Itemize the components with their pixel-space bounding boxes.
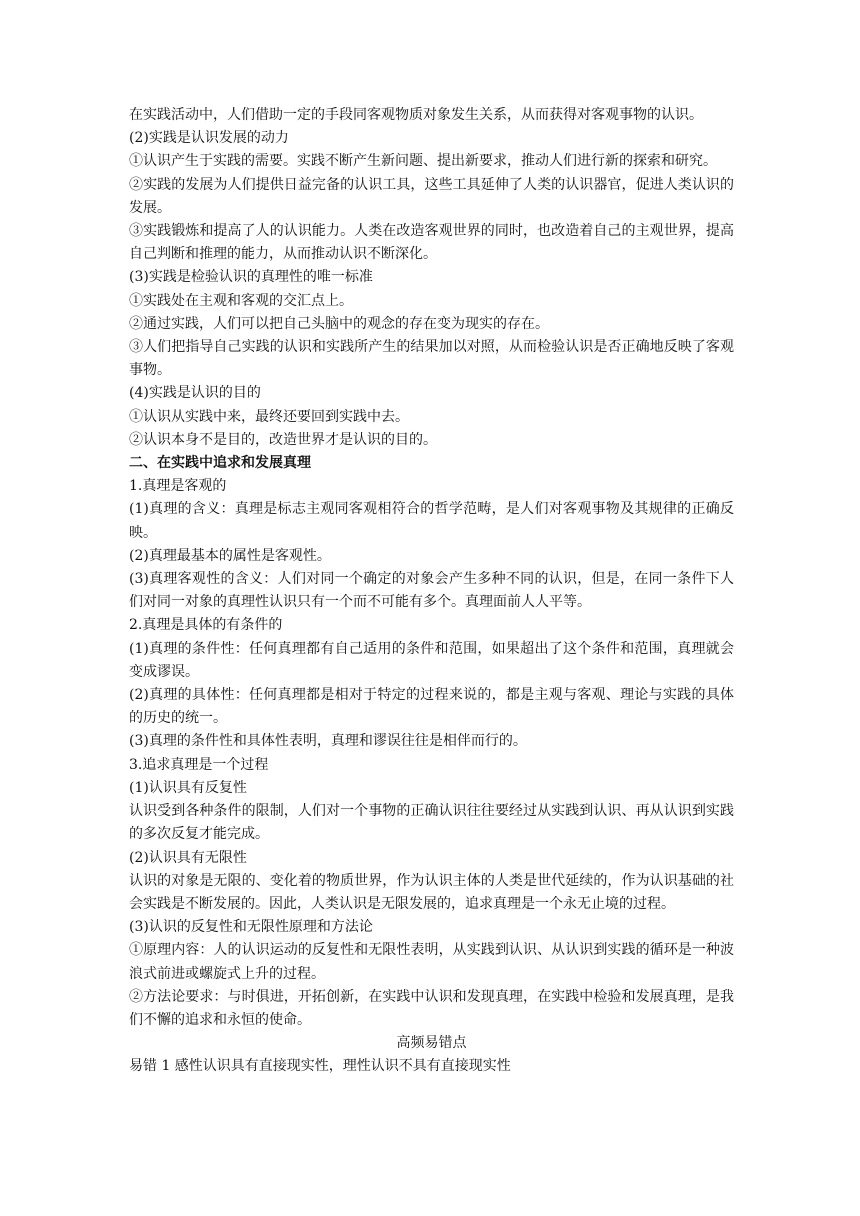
text-line: ①认识产生于实践的需要。实践不断产生新问题、提出新要求，推动人们进行新的探索和研究。 xyxy=(129,153,717,170)
text-line: ③实践锻炼和提高了人的认识能力。人类在改造客观世界的同时，也改造着自己的主观世界，提高自己判断和推理的能力，从而推动认识不断深化。 xyxy=(129,223,734,263)
text-line: (3)真理的条件性和具体性表明，真理和谬误往往是相伴而行的。 xyxy=(129,733,527,750)
text-line: (1)真理的条件性：任何真理都有自己适用的条件和范围，如果超出了这个条件和范围，真理就会变成谬误。 xyxy=(129,640,734,680)
text-line: (3)实践是检验认识的真理性的唯一标准 xyxy=(129,269,373,286)
text-line: 3.追求真理是一个过程 xyxy=(129,756,269,773)
text-line: (1)真理的含义：真理是标志主观同客观相符合的哲学范畴，是人们对客观事物及其规律的正确反映。 xyxy=(129,501,734,541)
document-page xyxy=(129,104,734,1079)
text-line: 认识的对象是无限的、变化着的物质世界，作为认识主体的人类是世代延续的，作为认识基础的社会实践是不断发展的。因此，人类认识是无限发展的，追求真理是一个永无止境的过程。 xyxy=(129,872,734,912)
text-line: (2)真理最基本的属性是客观性。 xyxy=(129,547,331,564)
text-line: ②认识本身不是目的，改造世界才是认识的目的。 xyxy=(129,431,437,448)
text-line: ①实践处在主观和客观的交汇点上。 xyxy=(129,292,353,309)
text-line: 认识受到各种条件的限制，人们对一个事物的正确认识往往要经过从实践到认识、再从认识到实践的多次反复才能完成。 xyxy=(129,803,734,843)
text-line: ①原理内容：人的认识运动的反复性和无限性表明，从实践到认识、从认识到实践的循环是一种波浪式前进或螺旋式上升的过程。 xyxy=(129,942,734,982)
section-heading: 二、在实践中追求和发展真理 xyxy=(129,455,311,472)
text-line: 易错 1 感性认识具有直接现实性，理性认识不具有直接现实性 xyxy=(129,1058,511,1075)
text-line: ②实践的发展为人们提供日益完备的认识工具，这些工具延伸了人类的认识器官，促进人类认识的发展。 xyxy=(129,176,734,216)
text-line: (1)认识具有反复性 xyxy=(129,779,247,796)
text-line: 在实践活动中，人们借助一定的手段同客观物质对象发生关系，从而获得对客观事物的认识。 xyxy=(129,107,703,123)
text-line: (2)真理的具体性：任何真理都是相对于特定的过程来说的，都是主观与客观、理论与实践的具体的历史的统一。 xyxy=(129,687,734,727)
text-line: ③人们把指导自己实践的认识和实践所产生的结果加以对照，从而检验认识是否正确地反映了客观事物。 xyxy=(129,339,734,379)
text-line: (4)实践是认识的目的 xyxy=(129,385,261,402)
text-line: ②通过实践，人们可以把自己头脑中的观念的存在变为现实的存在。 xyxy=(129,315,549,332)
text-line: ②方法论要求：与时俱进，开拓创新，在实践中认识和发现真理，在实践中检验和发展真理，是我们不懈的追求和永恒的使命。 xyxy=(129,988,734,1028)
text-line: (3)真理客观性的含义：人们对同一个确定的对象会产生多种不同的认识，但是，在同一条件下人们对同一对象的真理性认识只有一个而不可能有多个。真理面前人人平等。 xyxy=(129,571,734,611)
text-line: 2.真理是具体的有条件的 xyxy=(129,617,283,634)
text-line: 1.真理是客观的 xyxy=(129,478,227,495)
text-line: (3)认识的反复性和无限性原理和方法论 xyxy=(129,919,373,936)
text-line: (2)实践是认识发展的动力 xyxy=(129,130,289,147)
text-line: (2)认识具有无限性 xyxy=(129,849,247,866)
center-heading: 高频易错点 xyxy=(396,1035,467,1052)
text-line: ①认识从实践中来，最终还要回到实践中去。 xyxy=(129,408,409,425)
